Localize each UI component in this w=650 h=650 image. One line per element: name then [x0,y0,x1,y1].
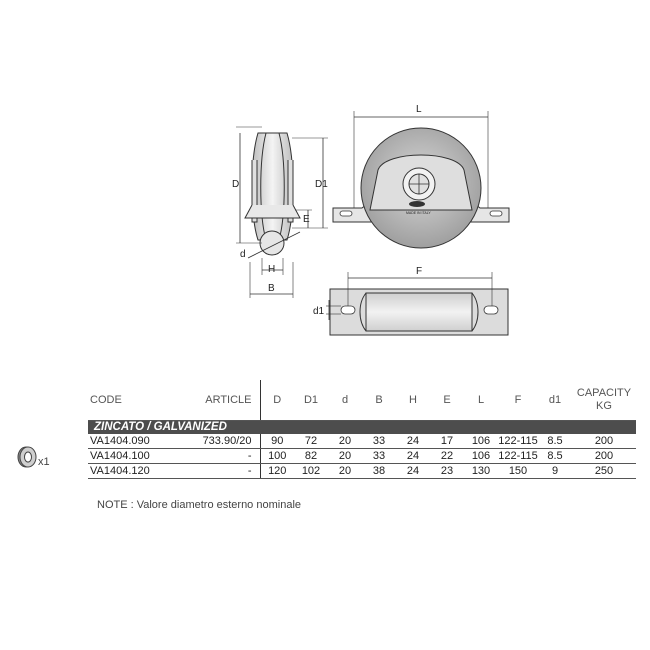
cell-H: 24 [396,464,430,479]
dim-label-H: H [268,264,276,275]
table-row [88,464,636,479]
col-header-d: d [328,380,362,421]
top-view [326,272,508,335]
dim-label-E: E [303,214,310,225]
brand-logo [409,201,425,207]
col-header-E: E [430,380,464,421]
dim-label-F: F [416,266,423,277]
cell-capacity: 250 [572,464,636,479]
cell-E: 17 [430,434,464,449]
cell-E: 23 [430,464,464,479]
cell-E: 22 [430,449,464,464]
front-view [333,111,509,248]
col-header-L: L [464,380,498,421]
table-row [88,449,636,464]
cell-F: 122-115 [498,435,538,447]
dim-label-d: d [240,249,246,260]
cell-article: - [168,449,260,464]
col-header-code: CODE [88,380,168,421]
dim-label-B: B [268,283,275,294]
cell-code: VA1404.090 [88,434,168,449]
col-header-F: F [498,380,538,421]
cell-article: - [168,464,260,479]
dim-label-D1: D1 [315,179,328,190]
side-view [236,127,328,298]
section-row [88,421,636,435]
cell-capacity: 200 [572,434,636,449]
cell-F: 150 [498,464,538,479]
table-row [88,434,636,449]
col-header-B: B [362,380,396,421]
col-header-D: D [260,380,294,421]
dim-label-d1: d1 [313,306,325,317]
cell-capacity: 200 [572,449,636,464]
cell-d: 20 [328,434,362,449]
note-text: NOTE : Valore diametro esterno nominale [97,499,301,511]
cell-article: 733.90/20 [168,434,260,449]
cell-B: 38 [362,464,396,479]
cell-H: 24 [396,449,430,464]
cell-d1: 8.5 [538,434,572,449]
washer-quantity: x1 [38,456,50,468]
spec-table [88,380,636,479]
cell-D: 120 [260,464,294,479]
col-header-d1: d1 [538,380,572,421]
col-header-capacity [572,380,636,421]
col-header-D1: D1 [294,380,328,421]
cell-d1: 8.5 [538,449,572,464]
cell-D: 100 [260,449,294,464]
col-header-H: H [396,380,430,421]
cell-code: VA1404.100 [88,449,168,464]
cell-B: 33 [362,449,396,464]
cell-F: 122-115 [498,450,538,462]
cell-D1: 72 [294,434,328,449]
made-in-italy-stamp: MADE IN ITALY [406,211,431,215]
section-title: ZINCATO / GALVANIZED [88,421,636,435]
col-header-article: ARTICLE [168,380,260,421]
cell-code: VA1404.120 [88,464,168,479]
cell-D: 90 [260,434,294,449]
cell-B: 33 [362,434,396,449]
cell-D1: 82 [294,449,328,464]
cell-d1: 9 [538,464,572,479]
cell-L: 130 [464,464,498,479]
capacity-label: CAPACITY [576,387,632,399]
dim-label-L: L [416,104,422,115]
cell-d: 20 [328,449,362,464]
cell-L: 106 [464,449,498,464]
table-header-row [88,380,636,421]
cell-d: 20 [328,464,362,479]
cell-H: 24 [396,434,430,449]
capacity-unit: KG [596,400,612,412]
cell-L: 106 [464,434,498,449]
dim-label-D: D [232,179,240,190]
cell-D1: 102 [294,464,328,479]
